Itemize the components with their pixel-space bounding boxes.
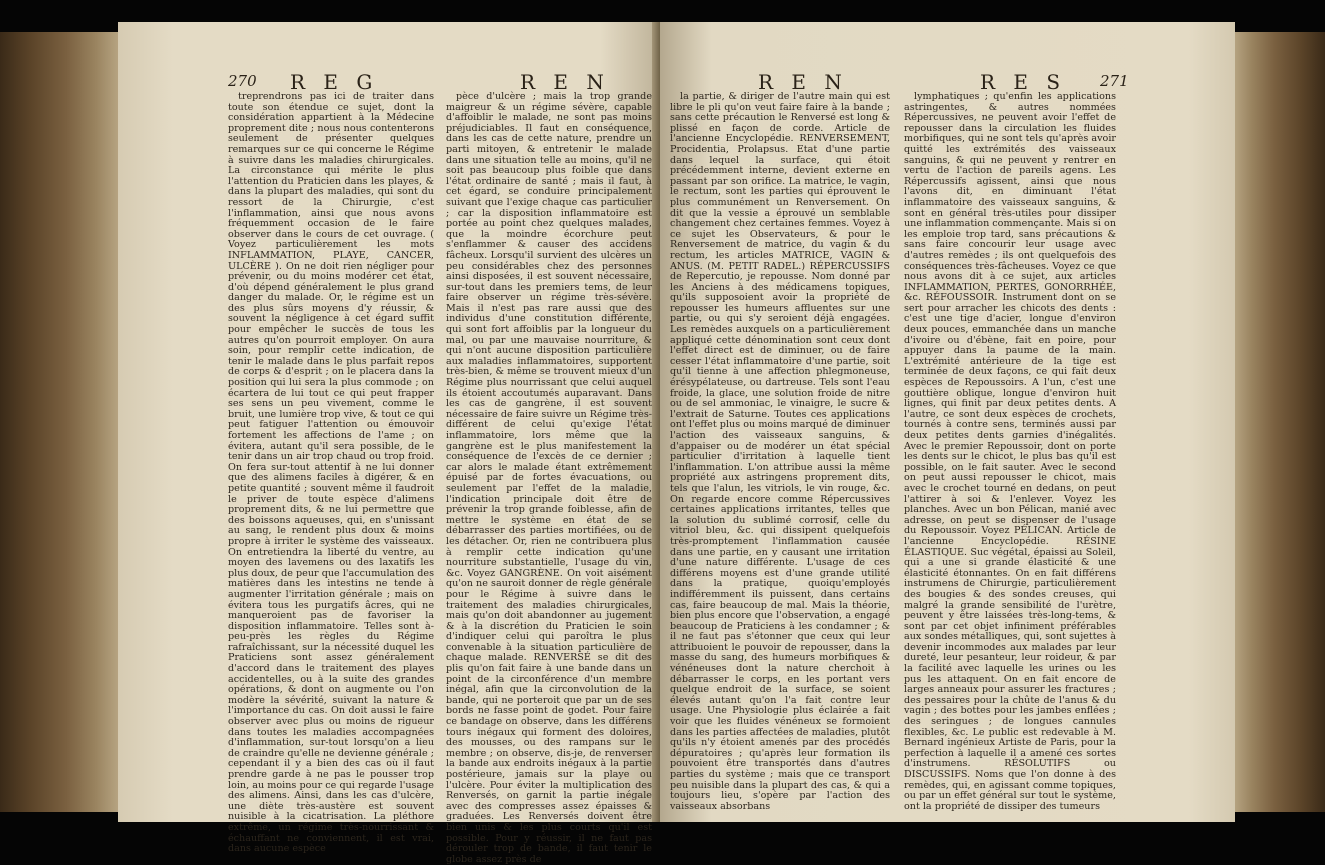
right-page-column-2 <box>904 92 1116 812</box>
column-text: treprendrons pas ici de traiter dans toute son étendue ce sujet, dont la considération appartient à la Médecine proprement dite ; nous nous contenterons seulement de présenter quelques remarques sur ce qui concerne le Régime à suivre dans les maladies chirurgicales. La circonstance qui mérite le plus l'attention du Praticien dans les playes, & dans la plupart des maladies, qui sont du ressort de la Chirurgie, c'est l'inflammation, ainsi que nous avons fréquemment occasion de le faire observer dans le cours de cet ouvrage. ( Voyez particulièrement les mots INFLAMMATION, PLAYE, CANCER, ULCÈRE ). On ne doit rien négliger pour prévenir, ou du moins modérer cet état, d'où dépend généralement le plus grand danger du malade. Or, le régime est un des plus sûrs moyens d'y réussir, & souvent la négligence à cet égard suffit pour empêcher le succès de tous les autres qu'on pourroit employer. On aura soin, pour remplir cette indication, de tenir le malade dans le plus parfait repos de corps & d'esprit ; on le placera dans la position qui lui sera la plus commode ; on écartera de lui tout ce qui peut frapper ses sens un peu vivement, comme le bruit, une lumière trop vive, & tout ce qui peut fatiguer l'attention ou émouvoir fortement les affections de l'ame ; on évitera, autant qu'il sera possible, de le tenir dans un air trop chaud ou trop froid. On fera sur-tout attentif à ne lui donner que des alimens faciles à digérer, & en petite quantité ; souvent même il faudroit le priver de toute espèce d'alimens proprement dits, & ne lui permettre que des boissons aqueuses, qui, en s'unissant au sang, le rendent plus doux & moins propre à irriter le système des vaisseaux. On entretiendra la liberté du ventre, au moyen des lavemens ou des laxatifs les plus doux, de peur que l'accumulation des matières dans les intestins ne tende à augmenter l'irritation générale ; mais on évitera tous les purgatifs âcres, qui ne manqueroient pas de favoriser la disposition inflammatoire. Telles sont à-peu-près les règles du Régime rafraîchissant, sur la nécessité duquel les Praticiens sont assez généralement d'accord dans le traitement des playes accidentelles, ou à la suite des grandes opérations, & dont on augmente ou l'on modère la sévérité, suivant la nature & l'importance du cas. On doit aussi le faire observer avec plus ou moins de rigueur dans toutes les maladies accompagnées d'inflammation, sur-tout lorsqu'on a lieu de craindre qu'elle ne devienne générale ; cependant il y a bien des cas où il faut prendre garde à ne pas le pousser trop loin, au moins pour ce qui regarde l'usage des alimens. Ainsi, dans les cas d'ulcère, une diète très-austère est souvent nuisible à la cicatrisation. La pléthore extrême, un régime très-nourrissant & échauffant ne conviennent, il est vrai, dans aucune espèce <box>228 91 434 855</box>
page-number-left: 270 <box>228 72 257 90</box>
right-page-column-1 <box>670 92 890 812</box>
left-page-column-2 <box>446 91 652 865</box>
column-text: lymphatiques ; qu'enfin les applications astringentes, & autres nommées Répercussives, ne peuvent avoir l'effet de repousser dans la circulation les fluides morbifiques, qui ne sont tels qu'après avoir quitté les extrémités des vaisseaux sanguins, & qui ne peuvent y rentrer en vertu de l'action de pareils agens. Les Répercussifs agissent, ainsi que nous l'avons dit, en diminuant l'état inflammatoire des vaisseaux sanguins, & sont en général très-utiles pour dissiper une inflammation commençante. Mais si on les emploie trop tard, sans précautions & sans faire concourir leur usage avec d'autres remèdes ; ils ont quelquefois des conséquences très-fâcheuses. Voyez ce que nous avons dit à ce sujet, aux articles INFLAMMATION, PERTES, GONORRHÉE, &c. RÉFOUSSOIR. Instrument dont on se sert pour arracher les chicots des dents : c'est une tige d'acier, longue d'environ deux pouces, emmanchée dans un manche d'ivoire ou d'ébène, fait en poire, pour appuyer dans la paume de la main. L'extrémité antérieure de la tige est terminée de deux façons, ce qui fait deux espèces de Repoussoirs. A l'un, c'est une gouttière oblique, longue d'environ huit lignes, qui finit par deux petites dents. A l'autre, ce sont deux espèces de crochets, tournés à contre sens, terminés aussi par deux petites dents garnies d'inégalités. Avec le premier Repoussoir, dont on porte les dents sur le chicot, le plus bas qu'il est possible, on le fait sauter. Avec le second on peut aussi repousser le chicot, mais avec le crochet tourné en dedans, on peut l'attirer à soi & l'enlever. Voyez les planches. Avec un bon Pélican, manié avec adresse, on peut se dispenser de l'usage du Repoussoir. Voyez PÉLICAN. Article de l'ancienne Encyclopédie. RÉSINE ÉLASTIQUE. Suc végétal, épaissi au Soleil, qui a une si grande élasticité & une élasticité étonnantes. On en fait différens instrumens de Chirurgie, particulièrement des bougies & des sondes creuses, qui malgré la grande sensibilité de l'urètre, peuvent y être laissées très-long-tems, & sont par cet objet infiniment préférables aux sondes métalliques, qui, sont sujettes à devenir incommodes aux malades par leur dureté, leur pesanteur, leur roideur, & par la facilité avec laquelle les urines ou les pus les attaquent. On en fait encore de larges anneaux pour assurer les fractures ; des pessaires pour la chûte de l'anus & du vagin ; des bottes pour les jambes enflées ; des seringues ; de longues cannules flexibles, &c. Le public est redevable à M. Bernard ingénieux Artiste de Paris, pour la perfection à laquelle il a amené ces sortes d'instrumens. RÉSOLUTIFS ou DISCUSSIFS. Noms que l'on donne à des remèdes, qui, en agissant comme topiques, ou par un effet général sur tout le système, ont la propriété de dissiper des tumeurs <box>904 91 1116 812</box>
right-page-edges <box>1233 32 1325 812</box>
column-text: pèce d'ulcère ; mais la trop grande maigreur & un régime sévère, capable d'affoiblir le malade, ne sont pas moins préjudiciables. Il faut en conséquence, dans les cas de cette nature, prendre un parti mitoyen, & entretenir le malade dans une situation telle au moins, qu'il ne soit pas beaucoup plus foible que dans l'état ordinaire de santé ; mais il faut, à cet égard, se conduire principalement suivant que l'exige chaque cas particulier ; car la disposition inflammatoire est portée au point chez quelques malades, que la moindre écorchure peut s'enflammer & causer des accidens fâcheux. Lorsqu'il survient des ulcères un peu considérables chez des personnes ainsi disposées, il est souvent nécessaire, sur-tout dans les premiers tems, de leur faire observer un régime très-sévère. Mais il n'est pas rare aussi que des individus d'une constitution différente, qui sont fort affoiblis par la longueur du mal, ou par une mauvaise nourriture, & qui n'ont aucune disposition particulière aux maladies inflammatoires, supportent très-bien, & même se trouvent mieux d'un Régime plus nourrissant que celui auquel ils étoient accoutumés auparavant. Dans les cas de gangrène, il est souvent nécessaire de faire suivre un Régime très-différent de celui qu'exige l'état inflammatoire, lors même que la gangrène est le plus manifestement la conséquence de l'excès de ce dernier ; car alors le malade étant extrêmement épuisé par de fortes évacuations, ou seulement par l'effet de la maladie, l'indication principale doit être de prévenir la trop grande foiblesse, afin de mettre le système en état de se débarrasser des parties mortifiées, ou de les détacher. Or, rien ne contribuera plus à remplir cette indication qu'une nourriture substantielle, l'usage du vin, &c. Voyez GANGRÈNE. On voit aisément qu'on ne sauroit donner de règle générale pour le Régime à suivre dans le traitement des maladies chirurgicales, mais qu'on doit abandonner au jugement & à la discrétion du Praticien le soin d'indiquer celui qui paroîtra le plus convenable à la situation particulière de chaque malade. RENVERSÉ se dit des plis qu'on fait faire à une bande dans un point de la circonférence d'un membre inégal, afin que la circonvolution de la bande, qui ne porteroit que par un de ses bords ne fasse point de godet. Pour faire ce bandage on observe, dans les différens tours inégaux qui forment des doloires, des mousses, ou des rampans sur le membre ; on observe, dis-je, de renverser la bande aux endroits inégaux à la partie postérieure, jamais sur la playe ou l'ulcère. Pour éviter la multiplication des Renversés, on garnit la partie inégale avec des compresses assez épaisses & graduées. Les Renversés doivent être bien unis & les plus courts qu'il est possible. Pour y réussir, il ne faut pas dérouler trop de bande, il faut tenir le globe assez près de <box>446 91 652 865</box>
running-head-right-2: R E S <box>980 70 1067 94</box>
running-head-left-2: R E N <box>520 70 610 94</box>
left-page-edges <box>0 32 120 812</box>
right-page <box>660 22 1235 822</box>
running-head-right-1: R E N <box>758 70 848 94</box>
column-text: la partie, & diriger de l'autre main qui est libre le pli qu'on veut faire faire à la bande ; sans cette précaution le Renversé est long & plissé en façon de corde. Article de l'ancienne Encyclopédie. RENVERSEMENT, Procidentia, Prolapsus. Etat d'une partie dans lequel la surface, qui étoit précédemment interne, devient externe en passant par son orifice. La matrice, le vagin, le rectum, sont les parties qui éprouvent le plus communément un Renversement. On dit que la vessie a éprouvé un semblable changement chez certaines femmes. Voyez à ce sujet les Observateurs, & pour le Renversement de matrice, du vagin & du rectum, les articles MATRICE, VAGIN & ANUS. (M. PETIT RADEL.) RÉPERCUSSIFS de Repercutio, je repousse. Nom donné par les Anciens à des médicamens topiques, qu'ils supposoient avoir la propriété de repousser les humeurs affluentes sur une partie, ou qui s'y seroient déjà engagées. Les remèdes auxquels on a particulièrement appliqué cette dénomination sont ceux dont l'effet direct est de diminuer, ou de faire cesser l'état inflammatoire d'une partie, soit qu'il tienne à une affection phlegmoneuse, érésypélateuse, ou dartreuse. Tels sont l'eau froide, la glace, une solution froide de nitre ou de sel ammoniac, le vinaigre, le sucre & l'extrait de Saturne. Toutes ces applications ont l'effet plus ou moins marqué de diminuer l'action des vaisseaux sanguins, & d'appaiser ou de modérer un état spécial particulier d'irritation à laquelle tient l'inflammation. L'on attribue aussi la même propriété aux astringens proprement dits, tels que l'alun, les vitriols, le vin rouge, &c. On regarde encore comme Répercussives certaines applications irritantes, telles que la solution du sublimé corrosif, celle du vitriol bleu, &c. qui dissipent quelquefois très-promptement l'inflammation causée dans une partie, en y causant une irritation d'une nature différente. L'usage de ces différens moyens est d'une grande utilité dans la pratique, quoiqu'employés indifféremment ils puissent, dans certains cas, faire beaucoup de mal. Mais la théorie, bien plus encore que l'observation, a engagé beaucoup de Praticiens à les condamner ; & il ne faut pas s'étonner que ceux qui leur attribuoient le pouvoir de repousser, dans la masse du sang, des humeurs morbifiques & vénéneuses dont la nature cherchoit à débarrasser le corps, en les portant vers quelque endroit de la surface, se soient élevés autant qu'on l'a fait contre leur usage. Une Physiologie plus éclairée a fait voir que les fluides vénéneux se formoient dans les parties affectées de maladies, plutôt qu'ils n'y étoient amenés par des procédés dépuratoires ; qu'après leur formation ils pouvoient être transportés dans d'autres parties du système ; mais que ce transport peu nuisible dans la plupart des cas, & qui a toujours lieu, s'opère par l'action des vaisseaux absorbans <box>670 91 890 812</box>
page-number-right: 271 <box>1100 72 1129 90</box>
left-page <box>118 22 666 865</box>
running-head-left-1: R E G <box>290 70 379 94</box>
left-page-column-1 <box>228 91 434 855</box>
open-book <box>0 22 1325 865</box>
